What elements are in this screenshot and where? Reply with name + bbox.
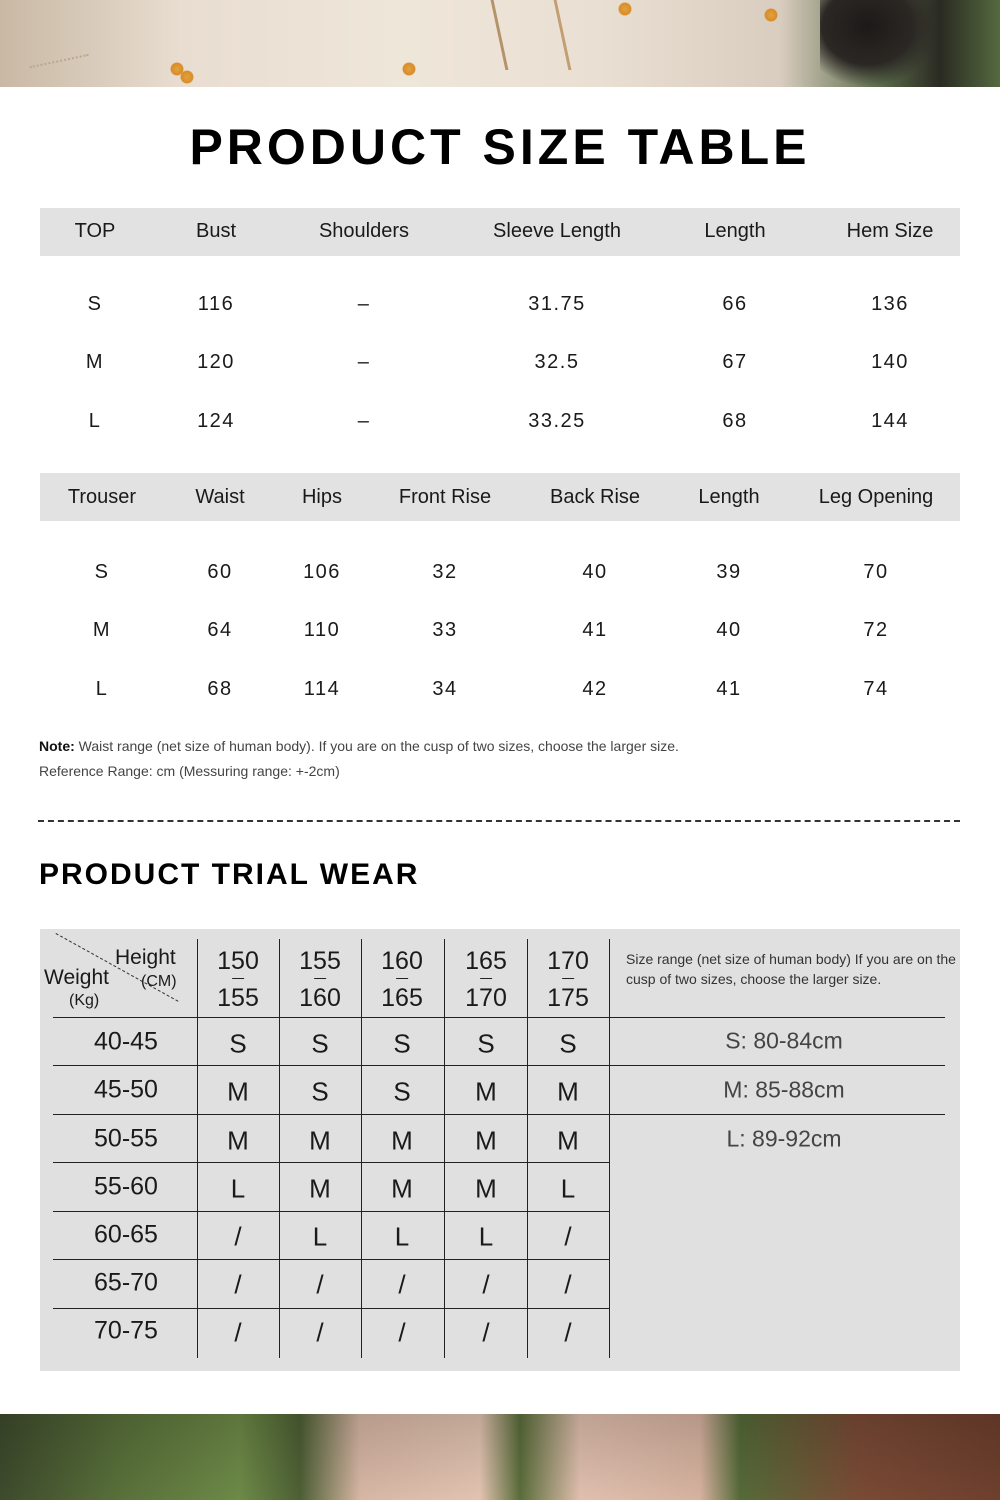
size-range-note: Size range (net size of human body) If you are on the cusp of two sizes, choose the larger size. xyxy=(626,951,956,987)
trouser-col-header: Back Rise xyxy=(549,486,641,508)
trouser-table-cell: 60 xyxy=(207,561,233,583)
corner-weight-label: Weight xyxy=(44,966,109,989)
bottom-photo-strip xyxy=(0,1414,1000,1500)
grid-row-line xyxy=(53,1114,609,1115)
top-table-cell: 32.5 xyxy=(534,351,580,373)
trouser-table-cell: 74 xyxy=(863,678,889,700)
reference-range-note: Reference Range: cm (Messuring range: +-2cm) xyxy=(39,763,340,779)
top-table-cell: S xyxy=(87,293,103,315)
grid-row-line xyxy=(53,1065,609,1066)
embroidered-flower xyxy=(180,70,194,84)
top-table-cell: 33.25 xyxy=(528,410,586,432)
height-from: 170 xyxy=(547,947,589,975)
trial-wear-title: PRODUCT TRIAL WEAR xyxy=(39,858,420,891)
size-cell: M xyxy=(309,1125,331,1156)
height-to: 165 xyxy=(381,984,423,1012)
grid-row-line xyxy=(53,1162,609,1163)
corner-kg-label: (Kg) xyxy=(69,992,100,1009)
size-cell: / xyxy=(316,1317,324,1348)
corner-cm-label: (CM) xyxy=(141,973,177,990)
trouser-table-cell: 32 xyxy=(432,561,458,583)
height-from: 155 xyxy=(299,947,341,975)
embroidered-flower xyxy=(764,8,778,22)
trouser-table-cell: 41 xyxy=(716,678,742,700)
size-cell: S xyxy=(311,1076,329,1107)
trouser-table-cell: 42 xyxy=(582,678,608,700)
range-row-line xyxy=(609,1114,945,1115)
embroidered-flower xyxy=(402,62,416,76)
trouser-table-cell: 39 xyxy=(716,561,742,583)
trouser-col-header: Front Rise xyxy=(398,486,492,508)
height-to: 155 xyxy=(217,984,259,1012)
size-cell: / xyxy=(564,1317,572,1348)
height-to: 160 xyxy=(299,984,341,1012)
size-cell: M xyxy=(309,1173,331,1204)
size-cell: / xyxy=(316,1269,324,1300)
top-col-header: Bust xyxy=(195,220,237,242)
top-table-cell: 144 xyxy=(871,410,909,432)
grid-row-line xyxy=(53,1308,609,1309)
trouser-table-cell: 33 xyxy=(432,619,458,641)
top-col-header: Sleeve Length xyxy=(493,220,621,242)
size-cell: M xyxy=(227,1076,249,1107)
grid-col-line xyxy=(527,939,528,1358)
size-cell: / xyxy=(482,1317,490,1348)
grid-col-line xyxy=(444,939,445,1358)
size-cell: M xyxy=(557,1125,579,1156)
trouser-col-header: Hips xyxy=(301,486,343,508)
page-title: PRODUCT SIZE TABLE xyxy=(189,119,811,175)
trouser-table-cell: 114 xyxy=(303,678,341,700)
trouser-col-header: Leg Opening xyxy=(818,486,934,508)
range-row-line xyxy=(609,1065,945,1066)
height-from: 160 xyxy=(381,947,423,975)
trouser-table-cell: 34 xyxy=(432,678,458,700)
trouser-table-cell: S xyxy=(94,561,110,583)
range-dash xyxy=(314,978,326,979)
size-cell: L xyxy=(312,1221,328,1252)
photo-shade xyxy=(0,1414,1000,1500)
size-cell: / xyxy=(234,1221,242,1252)
height-to: 175 xyxy=(547,984,589,1012)
size-cell: / xyxy=(564,1269,572,1300)
weight-label: 50-55 xyxy=(94,1124,158,1153)
top-table-cell: – xyxy=(357,351,371,373)
height-col-header xyxy=(547,943,589,1017)
weight-label: 55-60 xyxy=(94,1172,158,1201)
trouser-col-header: Trouser xyxy=(67,486,137,508)
height-from: 150 xyxy=(217,947,259,975)
size-cell: S xyxy=(229,1028,247,1059)
trouser-table-cell: 64 xyxy=(207,619,233,641)
trouser-table-cell: 106 xyxy=(303,561,341,583)
top-col-header: TOP xyxy=(74,220,116,242)
range-dash xyxy=(480,978,492,979)
top-table-cell: 124 xyxy=(197,410,235,432)
size-cell: L xyxy=(478,1221,494,1252)
hair-shape xyxy=(820,0,940,87)
top-table-cell: L xyxy=(88,410,102,432)
top-table-cell: 120 xyxy=(197,351,235,373)
top-table-cell: 31.75 xyxy=(528,293,586,315)
size-cell: / xyxy=(234,1269,242,1300)
size-cell: S xyxy=(393,1076,411,1107)
height-col-header xyxy=(465,943,507,1017)
dashed-divider xyxy=(38,820,960,822)
top-table-cell: 116 xyxy=(197,293,235,315)
range-dash xyxy=(232,978,244,979)
top-table-cell: 66 xyxy=(722,293,748,315)
weight-label: 60-65 xyxy=(94,1220,158,1249)
top-table-cell: M xyxy=(85,351,105,373)
range-dash xyxy=(562,978,574,979)
note-label: Note: xyxy=(39,738,75,754)
grid-col-line xyxy=(279,939,280,1358)
trouser-table-cell: 110 xyxy=(303,619,341,641)
size-cell: S xyxy=(311,1028,329,1059)
size-cell: M xyxy=(475,1076,497,1107)
top-table-cell: 67 xyxy=(722,351,748,373)
trouser-table-cell: M xyxy=(92,619,112,641)
range-row-line xyxy=(609,1017,945,1018)
trouser-col-header: Length xyxy=(698,486,760,508)
top-table-cell: – xyxy=(357,293,371,315)
note-text: Waist range (net size of human body). If you are on the cusp of two sizes, choose the larger size. xyxy=(74,738,679,754)
trouser-table-cell: 68 xyxy=(207,678,233,700)
size-cell: S xyxy=(393,1028,411,1059)
size-cell: M xyxy=(557,1076,579,1107)
height-col-header xyxy=(299,943,341,1017)
trouser-table-cell: 72 xyxy=(863,619,889,641)
trouser-table-cell: 40 xyxy=(582,561,608,583)
top-col-header: Hem Size xyxy=(846,220,934,242)
embroidered-flower xyxy=(618,2,632,16)
corner-height-label: Height xyxy=(115,946,176,969)
height-col-header xyxy=(217,943,259,1017)
top-table-cell: 136 xyxy=(871,293,909,315)
size-cell: M xyxy=(227,1125,249,1156)
height-col-header xyxy=(381,943,423,1017)
trouser-table-cell: 40 xyxy=(716,619,742,641)
weight-label: 70-75 xyxy=(94,1316,158,1345)
size-range-value: L: 89-92cm xyxy=(726,1125,842,1152)
trouser-col-header: Waist xyxy=(195,486,245,508)
grid-row-line xyxy=(53,1259,609,1260)
size-cell: M xyxy=(475,1125,497,1156)
size-cell: / xyxy=(564,1221,572,1252)
grid-col-line xyxy=(361,939,362,1358)
top-col-header: Shoulders xyxy=(318,220,410,242)
grid-row-line xyxy=(53,1017,609,1018)
size-cell: L xyxy=(560,1173,576,1204)
height-to: 170 xyxy=(465,984,507,1012)
grid-col-line xyxy=(197,939,198,1358)
size-cell: M xyxy=(391,1125,413,1156)
trouser-table-cell: 41 xyxy=(582,619,608,641)
trouser-table-cell: 70 xyxy=(863,561,889,583)
size-cell: L xyxy=(394,1221,410,1252)
grid-col-line xyxy=(609,939,610,1358)
top-col-header: Length xyxy=(704,220,766,242)
weight-label: 40-45 xyxy=(94,1027,158,1056)
size-cell: S xyxy=(477,1028,495,1059)
top-table-cell: 140 xyxy=(871,351,909,373)
weight-label: 45-50 xyxy=(94,1075,158,1104)
size-note xyxy=(39,738,679,754)
weight-label: 65-70 xyxy=(94,1268,158,1297)
size-cell: / xyxy=(398,1317,406,1348)
size-cell: M xyxy=(475,1173,497,1204)
size-range-value: M: 85-88cm xyxy=(723,1076,845,1103)
trouser-table-cell: L xyxy=(95,678,109,700)
range-dash xyxy=(396,978,408,979)
size-range-value: S: 80-84cm xyxy=(725,1027,843,1054)
neck-tie-cord xyxy=(491,0,572,70)
top-table-cell: – xyxy=(357,410,371,432)
size-cell: / xyxy=(482,1269,490,1300)
grid-row-line xyxy=(53,1211,609,1212)
height-from: 165 xyxy=(465,947,507,975)
size-cell: / xyxy=(234,1317,242,1348)
top-table-cell: 68 xyxy=(722,410,748,432)
top-photo-strip xyxy=(0,0,1000,87)
size-cell: / xyxy=(398,1269,406,1300)
size-cell: S xyxy=(559,1028,577,1059)
lace-stitch xyxy=(30,54,91,76)
size-cell: L xyxy=(230,1173,246,1204)
trial-wear-grid xyxy=(40,929,960,1371)
size-cell: M xyxy=(391,1173,413,1204)
